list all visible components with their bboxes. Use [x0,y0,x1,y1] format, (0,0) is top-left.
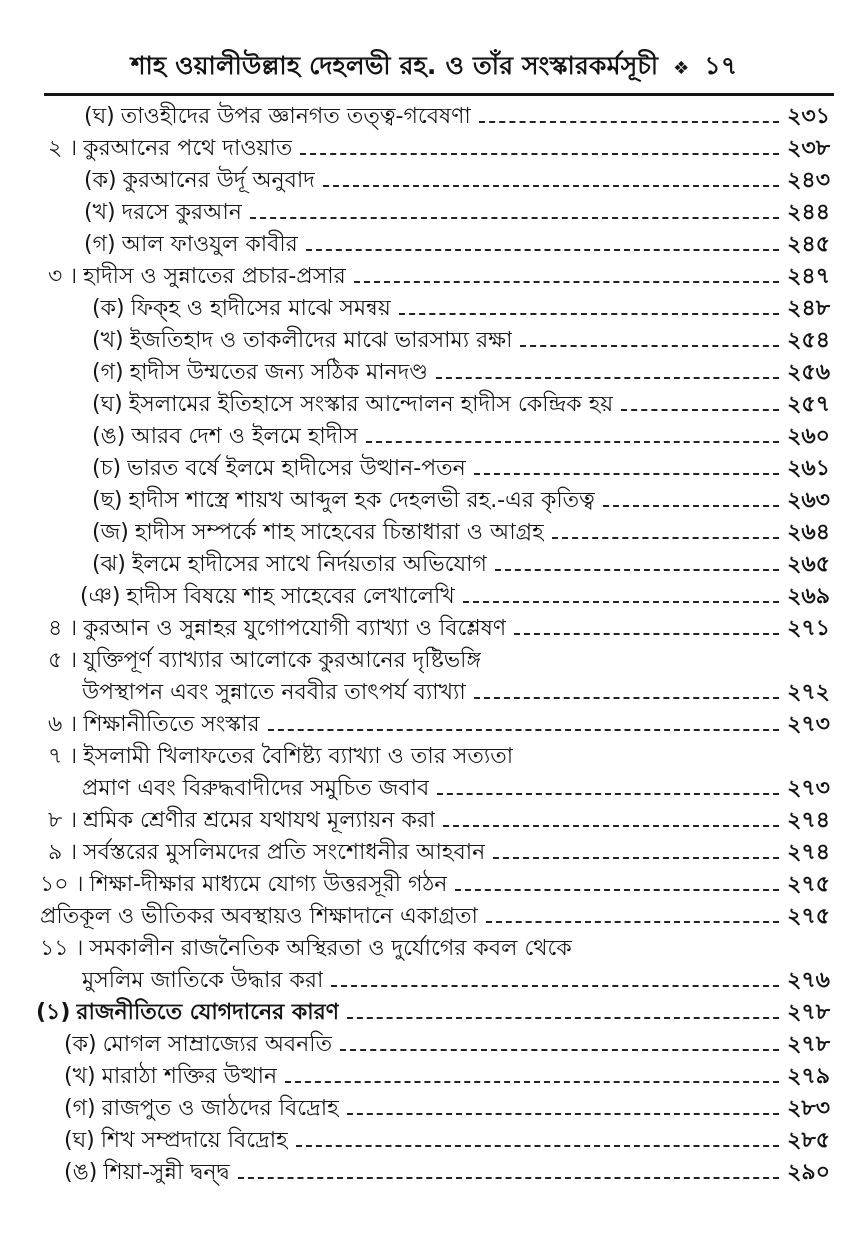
toc-entry [92,357,830,389]
toc-entry-title: শিয়া-সুন্নী দ্বন্দ্ব [103,1160,230,1185]
toc-entry-page: ২৪৫ [787,232,830,257]
dot-leader [306,249,779,251]
toc-entry-number: (ছ) [92,488,123,513]
toc-entry-number: ১১ । [40,936,84,961]
toc-entry-page: ২৮৫ [787,1128,830,1153]
toc-entry-number: (ঘ) [92,392,123,417]
toc-entry-number: ৫ । [48,648,78,673]
dot-leader [552,537,779,539]
toc-entry [64,1157,830,1189]
toc-entry-title: হাদীস বিষয়ে শাহ সাহেবের লেখালেখি [126,584,455,609]
toc-entry [84,197,830,229]
toc-entry-number: (ক) [84,168,117,193]
toc-entry-title: মারাঠা শক্তির উত্থান [101,1064,278,1089]
dot-leader [514,633,779,635]
toc-entry [84,101,830,133]
toc-entry-title: রাজনীতিতে যোগদানের কারণ [76,1000,340,1025]
toc-entry-number: ৪ । [48,616,78,641]
toc-entry-page: ২৭৪ [787,808,830,833]
toc-entry-title: আরব দেশ ও ইলমে হাদীস [131,424,359,449]
toc-entry [64,1093,830,1125]
toc-entry-number: ৬ । [48,712,78,737]
toc-entry-number: ২ । [48,136,78,161]
toc-entry [48,261,830,293]
toc-entry [92,325,830,357]
dot-leader [443,825,779,827]
dot-leader [455,889,779,891]
toc-entry [48,741,830,773]
toc-entry [64,1029,830,1061]
dot-leader [285,1081,779,1083]
dot-leader [474,473,779,475]
toc-entry-number: (ঝ) [92,552,126,577]
ornament-icon: ❖ [673,58,690,79]
toc-entry-page: ২৭২ [787,680,830,705]
toc-entry-title: তাওহীদের উপর জ্ঞানগত তত্ত্ব-গবেষণা [120,104,471,129]
toc-entry-number: (ঙ) [64,1160,98,1185]
dot-leader [495,569,779,571]
dot-leader [268,729,779,731]
toc-entry-title: ইসলামের ইতিহাসে সংস্কার আন্দোলন হাদীস কেন্দ্রিক হয় [128,392,614,417]
header-rule [44,93,834,96]
toc-entry [80,581,830,613]
toc-entry-number: (১) [36,1000,71,1025]
toc-entry [40,901,830,933]
toc-entry-number: ৯ । [48,840,78,865]
toc-entry [40,869,830,901]
toc-entry-page: ২৬৪ [787,520,830,545]
toc-entry [92,549,830,581]
toc-entry-number: (ক) [92,296,125,321]
toc-entry-number: ৭ । [48,744,78,769]
dot-leader [436,377,779,379]
toc-entry-page: ২৭৫ [787,904,830,929]
dot-leader [331,985,779,987]
toc-entry-number: (গ) [84,232,116,257]
toc-entry-number: (গ) [92,360,124,385]
dot-leader [520,345,779,347]
dot-leader [366,441,779,443]
toc-entry-title: ইজতিহাদ ও তাকলীদের মাঝে ভারসাম্য রক্ষা [129,328,513,353]
toc-entry-page: ২৩৮ [787,136,830,161]
toc-entry-title: সমকালীন রাজনৈতিক অস্থিরতা ও দুর্যোগের কবল থেকে [89,936,572,961]
toc-entry-title: প্রমাণ এবং বিরুদ্ধবাদীদের সমুচিত জবাব [82,776,430,801]
toc-entry-page: ২৪৭ [787,264,830,289]
toc-entry-title: উপস্থাপন এবং সুন্নাতে নববীর তাৎপর্য ব্যাখ্যা [82,680,466,705]
toc-entry [48,709,830,741]
toc-entry-page: ২৭৩ [787,776,830,801]
toc-entry [92,485,830,517]
toc-entry-page: ২৬৩ [787,488,830,513]
toc-entry-title: হাদীস সম্পর্কে শাহ সাহেবের চিন্তাধারা ও আগ্রহ [134,520,544,545]
toc-entry-page: ২৭৪ [787,840,830,865]
toc-entry [92,421,830,453]
toc-entry [48,805,830,837]
toc-entry-title: শিক্ষা-দীক্ষার মাধ্যমে যোগ্য উত্তরসূরী গঠন [89,872,448,897]
dot-leader [603,505,779,507]
running-head-title: শাহ ওয়ালীউল্লাহ দেহলভী রহ. ও তাঁর সংস্কারকর্মসূচী [130,51,659,80]
toc-entry [48,613,830,645]
toc-entry-page: ২৭৩ [787,712,830,737]
toc-entry-number: (খ) [92,328,124,353]
toc-entry [40,933,830,965]
toc-entry [92,389,830,421]
dot-leader [493,857,779,859]
dot-leader [347,1113,779,1115]
dot-leader [300,153,779,155]
toc-entry-number: (জ) [92,520,129,545]
toc-entry-page: ২৬৯ [787,584,830,609]
toc-entry-title: ইসলামী খিলাফতের বৈশিষ্ট্য ব্যাখ্যা ও তার সত্যতা [83,744,514,769]
toc-entry-page: ২৯০ [787,1160,830,1185]
toc-entry-page: ২৭৯ [787,1064,830,1089]
toc-entry-title: কুরআন ও সুন্নাহর যুগোপযোগী ব্যাখ্যা ও বিশ্লেষণ [83,616,507,641]
toc-entry [92,453,830,485]
toc-entry-number: (খ) [64,1064,96,1089]
toc-entry [48,645,830,677]
toc-entry-page: ২৪৮ [787,296,830,321]
toc-entry-page: ২৫৬ [787,360,830,385]
toc-entry-page: ২৭১ [787,616,830,641]
toc-entry-title: মোগল সাম্রাজ্যের অবনতি [102,1032,333,1057]
toc-entry [64,1125,830,1157]
dot-leader [463,601,779,603]
toc-entry-number: ১০ । [40,872,84,897]
toc-entry-number: (খ) [84,200,116,225]
toc-entry-page: ২৭৫ [787,872,830,897]
toc-entry-number: (ঞ) [80,584,121,609]
dot-leader [474,697,779,699]
toc-entry-page: ২৪৩ [787,168,830,193]
toc-entry-number: (চ) [92,456,122,481]
toc-entry [36,997,830,1029]
toc-entry [82,965,830,997]
toc-entry-page: ২৪৪ [787,200,830,225]
dot-leader [479,121,779,123]
toc-entry-title: কুরআনের পথে দাওয়াত [83,136,293,161]
toc-entry [84,229,830,261]
toc-entry [64,1061,830,1093]
toc-entry-title: দরসে কুরআন [121,200,242,225]
toc-entry-page: ২৭৬ [787,968,830,993]
toc-entry [82,677,830,709]
dot-leader [238,1177,780,1179]
toc-entry-title: হাদীস উম্মতের জন্য সঠিক মানদণ্ড [129,360,428,385]
running-head [0,46,868,89]
toc-entry [48,837,830,869]
toc-entry [92,517,830,549]
toc-entry-title: সর্বস্তরের মুসলিমদের প্রতি সংশোধনীর আহবান [83,840,486,865]
toc-entry-title: হাদীস ও সুন্নাতের প্রচার-প্রসার [83,264,346,289]
dot-leader [354,281,779,283]
dot-leader [340,1049,779,1051]
dot-leader [250,217,779,219]
toc-entry-title: ভারত বর্ষে ইলমে হাদীসের উত্থান-পতন [127,456,466,481]
toc-entry-page: ২৩১ [787,104,830,129]
toc-entry [84,165,830,197]
dot-leader [399,313,779,315]
toc-entry-page: ২৮৩ [787,1096,830,1121]
toc-entry-page: ২৫৭ [787,392,830,417]
toc-entry-title: মুসলিম জাতিকে উদ্ধার করা [82,968,324,993]
toc-entry [92,293,830,325]
dot-leader [323,185,779,187]
toc-entry-title: যুক্তিপূর্ণ ব্যাখ্যার আলোকে কুরআনের দৃষ্টিভঙ্গি [83,648,482,673]
toc-entry-page: ২৫৪ [787,328,830,353]
toc-entry-title: রাজপুত ও জাঠদের বিদ্রোহ [101,1096,339,1121]
toc-entry-number: (ঙ) [92,424,126,449]
toc-entry-number: ৩ । [48,264,78,289]
toc-entry-title: হাদীস শাস্ত্রে শায়খ আব্দুল হক দেহলভী রহ.-এর কৃতিত্ব [128,488,595,513]
toc-entry-page: ২৬৫ [787,552,830,577]
toc-entry-number: (গ) [64,1096,96,1121]
toc-entry-page: ২৭৮ [787,1032,830,1057]
toc-entry-title: কুরআনের উর্দূ অনুবাদ [122,168,315,193]
toc-entry-number: ৮ । [48,808,78,833]
page-number: ১৭ [704,51,738,80]
dot-leader [437,793,779,795]
toc-entry-page: ২৬০ [787,424,830,449]
toc-entry-title: প্রতিকূল ও ভীতিকর অবস্থায়ও শিক্ষাদানে একাগ্রতা [40,904,478,929]
toc-entry-title: ইলমে হাদীসের সাথে নির্দয়তার অভিযোগ [131,552,487,577]
toc-entry-title: শিখ সম্প্রদায়ে বিদ্রোহ [100,1128,288,1153]
toc-entry-number: (ক) [64,1032,97,1057]
toc-entry-title: ফিক্হ ও হাদীসের মাঝে সমন্বয় [130,296,391,321]
toc-entry-title: আল ফাওযুল কাবীর [121,232,298,257]
toc-entry-page: ২৭৮ [787,1000,830,1025]
dot-leader [621,409,779,411]
toc-entry [48,133,830,165]
toc-entry-number: (ঘ) [64,1128,95,1153]
toc-entry [82,773,830,805]
dot-leader [347,1017,779,1019]
toc-entry-title: শিক্ষানীতিতে সংস্কার [83,712,260,737]
toc-entry-number: (ঘ) [84,104,115,129]
toc-entry-page: ২৬১ [787,456,830,481]
toc-entry-title: শ্রমিক শ্রেণীর শ্রমের যথাযথ মূল্যায়ন করা [83,808,436,833]
dot-leader [486,921,779,923]
dot-leader [296,1145,780,1147]
